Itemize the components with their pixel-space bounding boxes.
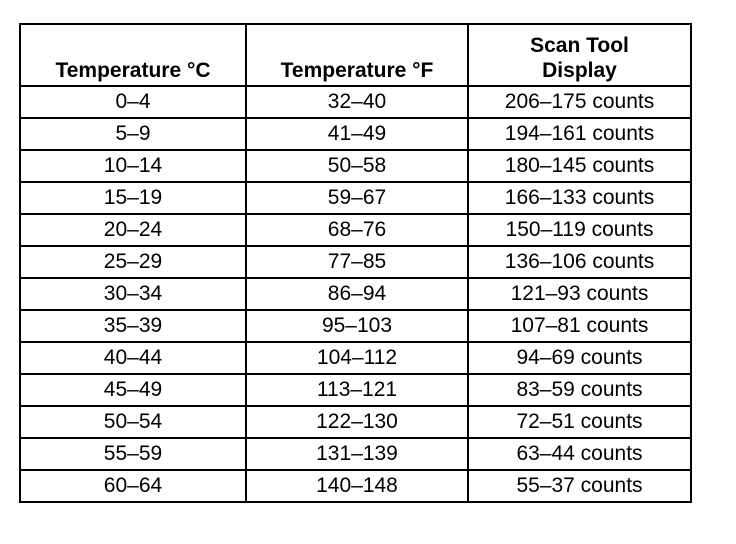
cell-fahrenheit: 131–139 <box>246 438 468 470</box>
header-temperature-celsius <box>20 24 246 86</box>
table-row <box>20 374 691 406</box>
cell-scan-counts: 194–161 counts <box>468 118 691 150</box>
header-scan-line1: Scan Tool <box>530 34 629 57</box>
table-row <box>20 214 691 246</box>
table-row <box>20 246 691 278</box>
cell-fahrenheit: 41–49 <box>246 118 468 150</box>
cell-fahrenheit: 86–94 <box>246 278 468 310</box>
cell-celsius: 20–24 <box>20 214 246 246</box>
header-scan-tool-display <box>468 24 691 86</box>
cell-celsius: 50–54 <box>20 406 246 438</box>
cell-celsius: 0–4 <box>20 86 246 118</box>
cell-scan-counts: 63–44 counts <box>468 438 691 470</box>
header-temperature-fahrenheit <box>246 24 468 86</box>
table-header-row <box>20 24 691 86</box>
table-row <box>20 150 691 182</box>
cell-fahrenheit: 77–85 <box>246 246 468 278</box>
cell-scan-counts: 180–145 counts <box>468 150 691 182</box>
cell-fahrenheit: 113–121 <box>246 374 468 406</box>
cell-scan-counts: 150–119 counts <box>468 214 691 246</box>
cell-celsius: 5–9 <box>20 118 246 150</box>
cell-fahrenheit: 122–130 <box>246 406 468 438</box>
cell-celsius: 15–19 <box>20 182 246 214</box>
cell-celsius: 55–59 <box>20 438 246 470</box>
table-row <box>20 310 691 342</box>
temperature-conversion-table <box>19 23 692 503</box>
cell-fahrenheit: 59–67 <box>246 182 468 214</box>
table-row <box>20 342 691 374</box>
table-row <box>20 406 691 438</box>
cell-scan-counts: 72–51 counts <box>468 406 691 438</box>
cell-fahrenheit: 104–112 <box>246 342 468 374</box>
table-row <box>20 470 691 502</box>
cell-scan-counts: 136–106 counts <box>468 246 691 278</box>
table-row <box>20 182 691 214</box>
cell-scan-counts: 83–59 counts <box>468 374 691 406</box>
cell-celsius: 25–29 <box>20 246 246 278</box>
header-scan-line2: Display <box>542 59 617 82</box>
table-row <box>20 438 691 470</box>
cell-scan-counts: 166–133 counts <box>468 182 691 214</box>
cell-fahrenheit: 50–58 <box>246 150 468 182</box>
cell-scan-counts: 107–81 counts <box>468 310 691 342</box>
cell-scan-counts: 121–93 counts <box>468 278 691 310</box>
cell-celsius: 10–14 <box>20 150 246 182</box>
cell-celsius: 60–64 <box>20 470 246 502</box>
table-row <box>20 86 691 118</box>
cell-fahrenheit: 95–103 <box>246 310 468 342</box>
cell-scan-counts: 55–37 counts <box>468 470 691 502</box>
table-row <box>20 118 691 150</box>
header-celsius-label: Temperature °C <box>55 59 211 82</box>
cell-celsius: 35–39 <box>20 310 246 342</box>
cell-scan-counts: 94–69 counts <box>468 342 691 374</box>
header-fahrenheit-label: Temperature °F <box>280 59 434 82</box>
cell-celsius: 45–49 <box>20 374 246 406</box>
cell-fahrenheit: 140–148 <box>246 470 468 502</box>
cell-scan-counts: 206–175 counts <box>468 86 691 118</box>
cell-fahrenheit: 68–76 <box>246 214 468 246</box>
cell-celsius: 30–34 <box>20 278 246 310</box>
cell-celsius: 40–44 <box>20 342 246 374</box>
table-row <box>20 278 691 310</box>
cell-fahrenheit: 32–40 <box>246 86 468 118</box>
